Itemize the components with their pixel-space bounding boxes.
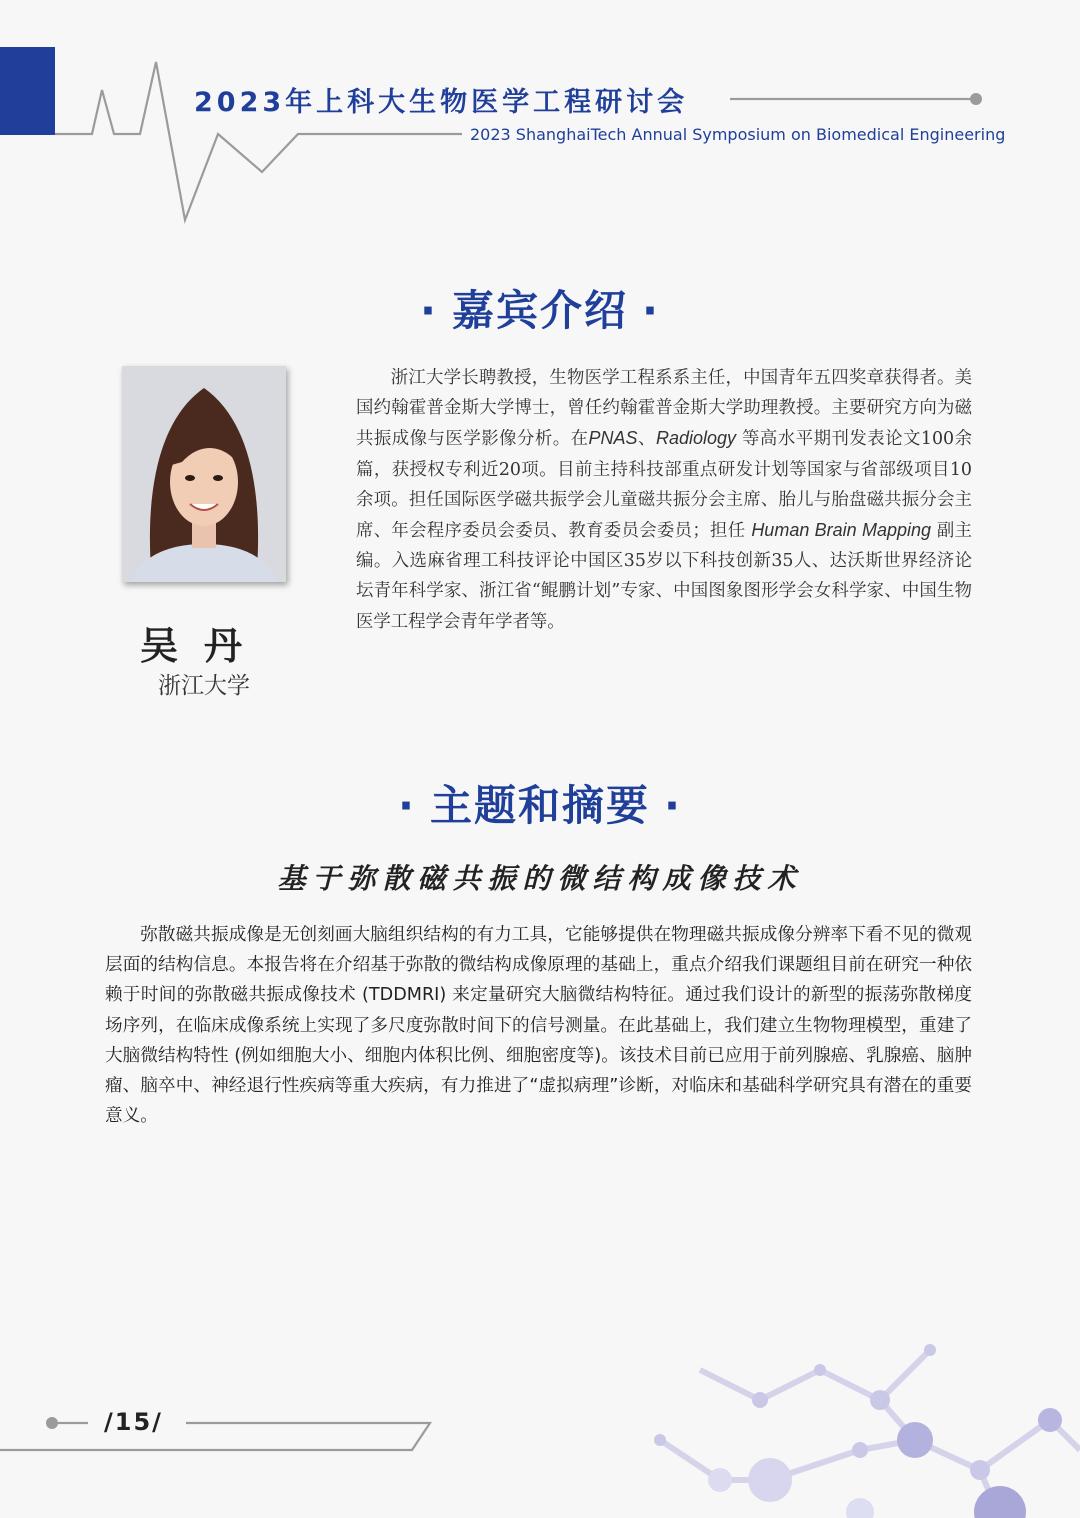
bio-text-2: 等高水平期刊发表论文100余篇，获授权专利近20项。目前主持科技部重点研发计划等国家与省部级项目10余项。担任国际医学磁共振学会儿童磁共振分会主席、胎儿与胎盘磁共振分会主席、年会程序委员会委员、教育委员会委员；担任 — [356, 429, 972, 542]
bio-separator: 、 — [637, 429, 656, 450]
speaker-photo — [122, 366, 286, 582]
conference-subtitle: 2023 ShanghaiTech Annual Symposium on Biomedical Engineering — [470, 125, 1006, 144]
heading-dot: · — [664, 781, 682, 830]
conference-title: 2023年上科大生物医学工程研讨会 — [194, 87, 689, 118]
bio-journal-hbm: Human Brain Mapping — [751, 520, 932, 541]
bio-journal-radiology: Radiology — [655, 428, 737, 449]
speaker-bio — [356, 363, 972, 637]
speaker-affiliation: 浙江大学 — [158, 673, 250, 699]
speaker-heading-text: 嘉宾介绍 — [451, 286, 628, 335]
header-heartbeat-line — [0, 0, 1080, 240]
speaker-section-heading — [0, 278, 1080, 338]
abstract-text: 弥散磁共振成像是无创刻画大脑组织结构的有力工具，它能够提供在物理磁共振成像分辨率下看不见的微观层面的结构信息。本报告将在介绍基于弥散的微结构成像原理的基础上，重点介绍我们课题组目前在研究一种依赖于时间的弥散磁共振成像技术 (TDDMRI) 来定量研究大脑微结构特征。通过我们设计的新型的振荡弥散梯度场序列，在临床成像系统上实现了多尺度弥散时间下的信号测量。在此基础上，我们建立生物物理模型，重建了大脑微结构特性 (例如细胞大小、细胞内体积比例、细胞密度等)。该技术目前已应用于前列腺癌、乳腺癌、脑肿瘤、脑卒中、神经退行性疾病等重大疾病，有力推进了“虚拟病理”诊断，对临床和基础科学研究具有潜在的重要意义。 — [105, 925, 972, 1127]
heading-dot: · — [420, 286, 438, 335]
page-number: /15/ — [104, 1408, 163, 1436]
heading-dot: · — [642, 286, 660, 335]
abstract-section-heading — [0, 773, 1080, 833]
bio-text-3: 副主编。入选麻省理工科技评论中国区35岁以下科技创新35人、达沃斯世界经济论坛青年科学家、浙江省“鲲鹏计划”专家、中国图象图形学会女科学家、中国生物医学工程学会青年学者等。 — [356, 521, 972, 632]
heading-dot: · — [398, 781, 416, 830]
bio-text-1: 浙江大学长聘教授，生物医学工程系系主任，中国青年五四奖章获得者。美国约翰霍普金斯大学博士，曾任约翰霍普金斯大学助理教授。主要研究方向为磁共振成像与医学影像分析。在 — [356, 368, 972, 450]
portrait-illustration — [122, 366, 286, 582]
bio-journal-pnas: PNAS — [588, 428, 638, 449]
talk-title: 基于弥散磁共振的微结构成像技术 — [277, 862, 803, 895]
abstract-heading-text: 主题和摘要 — [429, 781, 650, 830]
molecule-decoration — [654, 1344, 1080, 1518]
speaker-name: 吴丹 — [139, 623, 268, 668]
